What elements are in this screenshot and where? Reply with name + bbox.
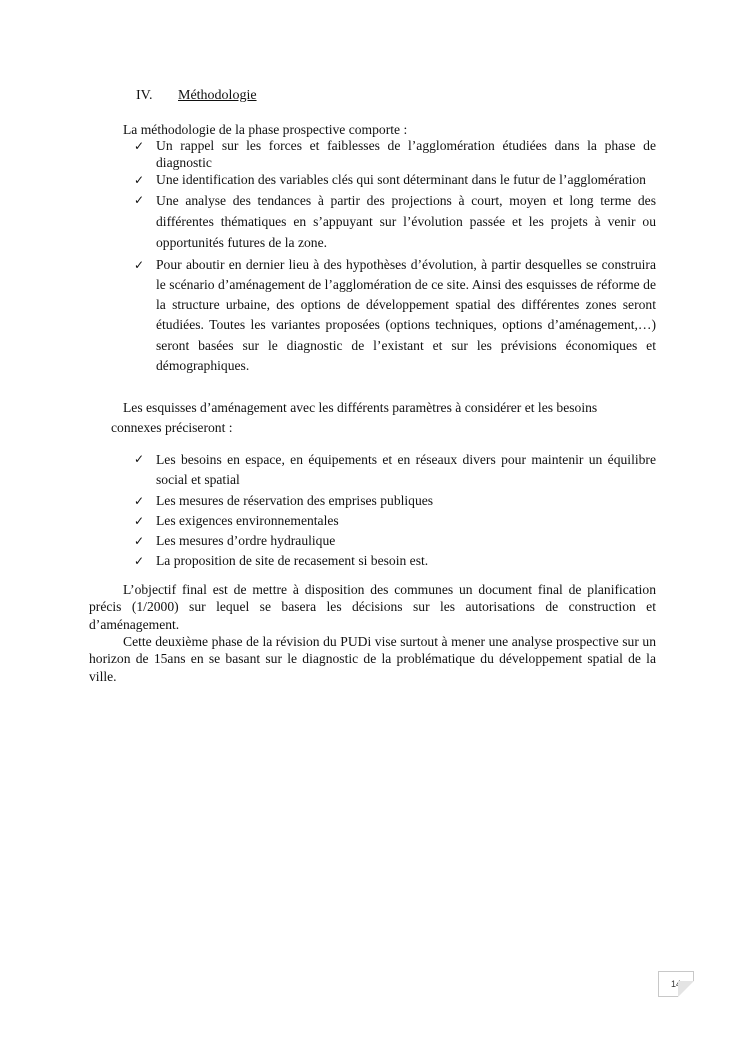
checkmark-icon: ✓ <box>134 534 145 548</box>
checkmark-icon: ✓ <box>134 452 145 466</box>
checkmark-icon: ✓ <box>134 192 145 207</box>
paragraph-phase: Cette deuxième phase de la révision du PUDi vise surtout à mener une analyse prospective sur un horizon de 15ans en se basant sur le diagnostic de la problématique du développement spatial de la ville. <box>89 634 656 684</box>
list-item: ✓ Les besoins en espace, en équipements et en réseaux divers pour maintenir un équilibre social et spatial <box>134 452 656 487</box>
requirements-list <box>134 450 656 573</box>
paragraph-line: connexes préciseront : <box>111 420 233 435</box>
list-item: ✓ Une analyse des tendances à partir des projections à court, moyen et long terme des différentes thématiques en s’appuyant sur l’évolution passée et les projets à venir ou opportunités futures de la zone. <box>134 190 656 253</box>
checkmark-icon: ✓ <box>134 257 145 272</box>
checkmark-icon: ✓ <box>134 139 145 153</box>
list-item: ✓ Pour aboutir en dernier lieu à des hypothèses d’évolution, à partir desquelles se construira le scénario d’aménagement de l’agglomération de ce site. Ainsi des esquisses de réforme de la structure urbaine, des options de développement spatial des différentes zones seront étudiées. Toutes les variantes proposées (options techniques, options d’aménagement,…) seront basées sur le diagnostic de l’existant et sur les prévisions économiques et démographiques. <box>134 256 656 373</box>
methodology-list <box>134 138 656 378</box>
checkmark-icon: ✓ <box>134 494 145 508</box>
list-item: ✓ La proposition de site de recasement si besoin est. <box>134 553 429 568</box>
list-item: ✓ Une identification des variables clés qui sont déterminant dans le futur de l’agglomération <box>134 172 646 187</box>
checkmark-icon: ✓ <box>134 554 145 568</box>
list-item: ✓ Les exigences environnementales <box>134 513 339 528</box>
checkmark-icon: ✓ <box>134 514 145 528</box>
page-curl-icon <box>678 981 694 997</box>
paragraph-line: Les esquisses d’aménagement avec les différents paramètres à considérer et les besoins <box>123 400 598 415</box>
section-title: Méthodologie <box>178 88 257 103</box>
checkmark-icon: ✓ <box>134 173 145 187</box>
list-item: ✓ Les mesures d’ordre hydraulique <box>134 533 336 548</box>
section-heading <box>136 88 257 104</box>
intro-paragraph: La méthodologie de la phase prospective comporte : <box>123 122 408 137</box>
paragraph-objective: L’objectif final est de mettre à disposition des communes un document final de planification précis (1/2000) sur lequel se basera les décisions sur les autorisations de construction et d’aménagement. <box>89 582 656 632</box>
list-item: ✓ Les mesures de réservation des emprises publiques <box>134 493 434 508</box>
list-item: ✓ Un rappel sur les forces et faiblesses de l’agglomération étudiées dans la phase de diagnostic <box>134 138 656 170</box>
page-number: 14 <box>658 971 694 997</box>
section-number: IV. <box>136 88 153 103</box>
